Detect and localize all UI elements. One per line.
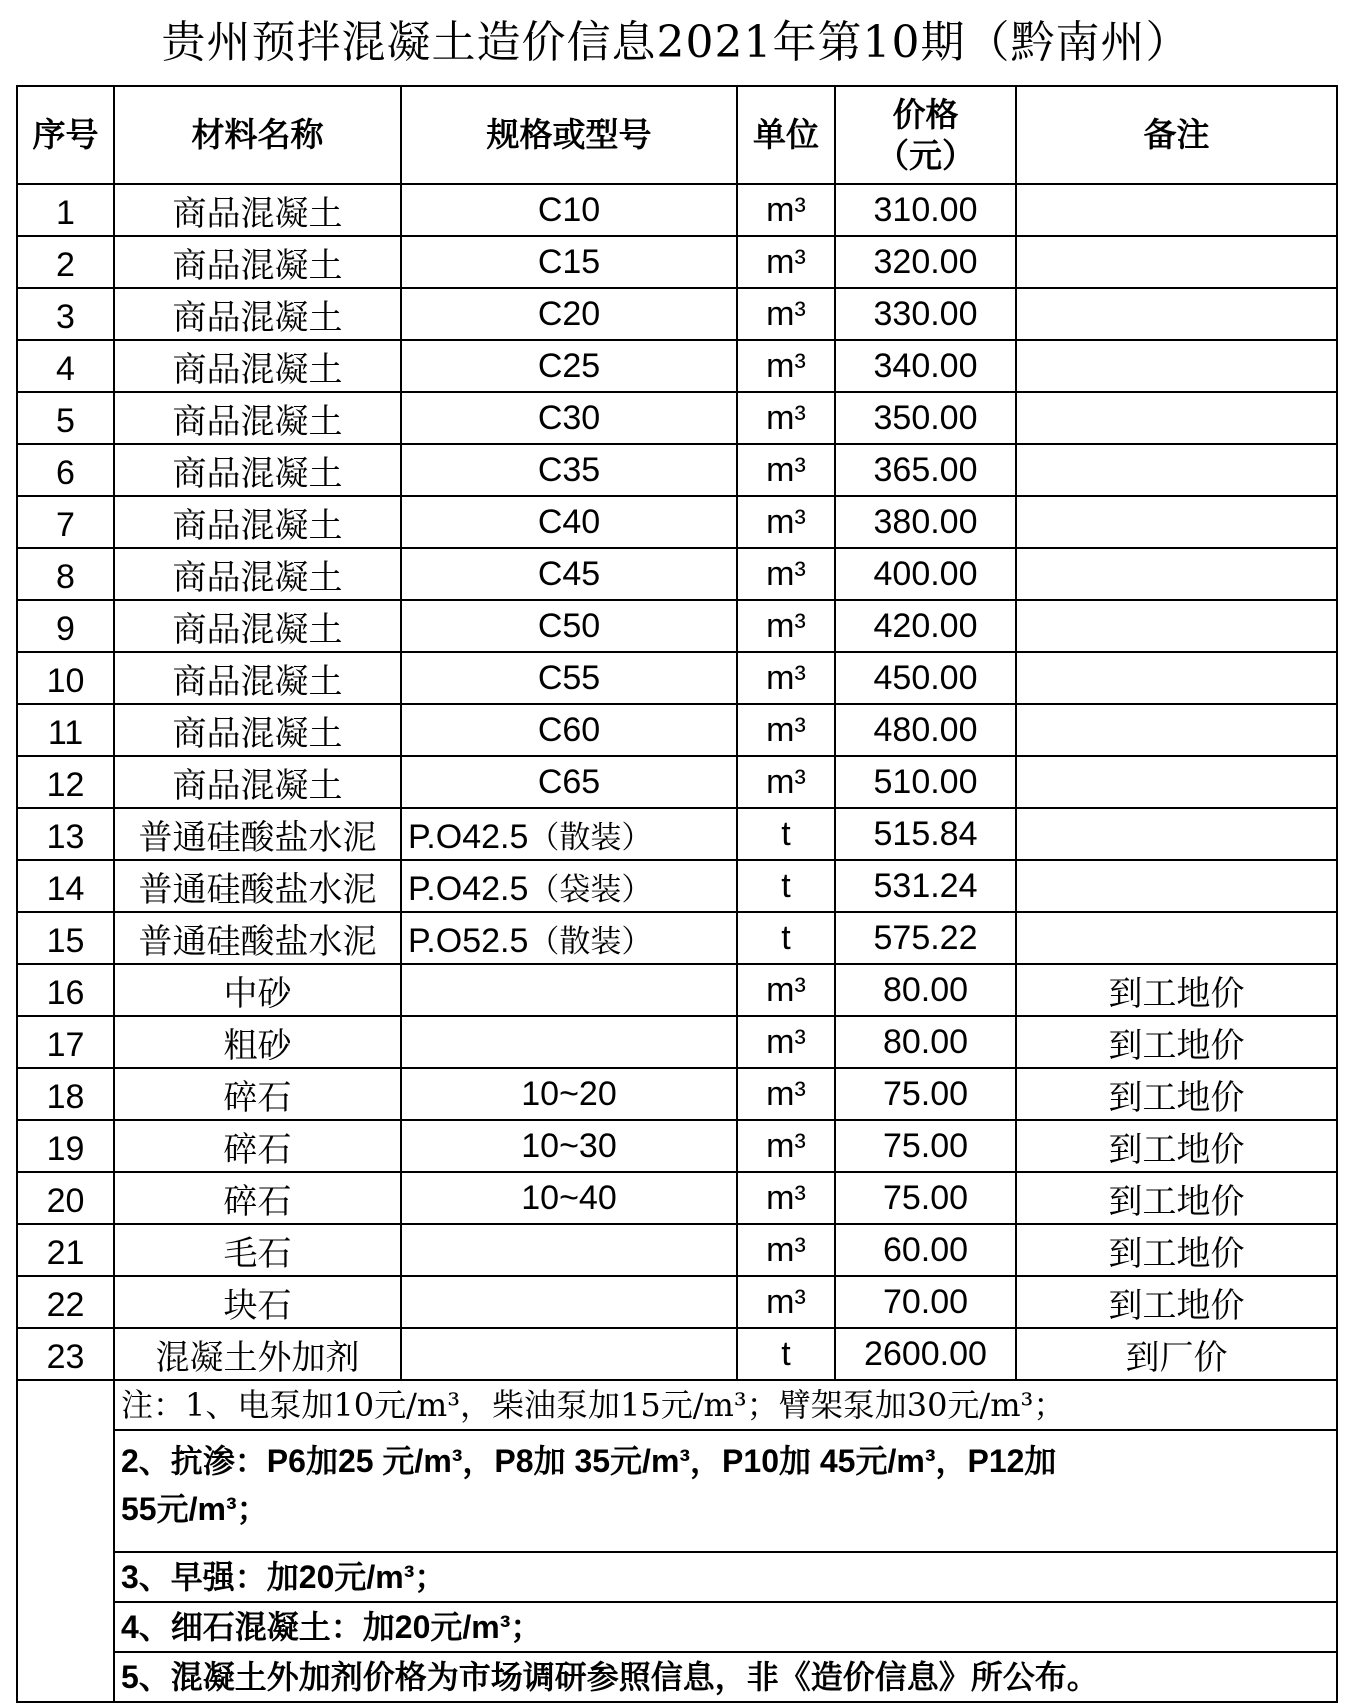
row-index: 2: [17, 236, 114, 288]
material-price: 420.00: [835, 600, 1016, 652]
material-remark: 到工地价: [1016, 1120, 1337, 1172]
material-name: 商品混凝土: [114, 444, 401, 496]
header-index: 序号: [17, 86, 114, 184]
header-price-line2: （元）: [876, 136, 975, 175]
note-1: 注：1、电泵加10元/m³，柴油泵加15元/m³；臂架泵加30元/m³；: [114, 1380, 1337, 1430]
row-index: 11: [17, 704, 114, 756]
material-spec: C15: [401, 236, 737, 288]
table-row: [17, 392, 1337, 444]
material-name: 商品混凝土: [114, 704, 401, 756]
material-name: 商品混凝土: [114, 392, 401, 444]
material-price: 480.00: [835, 704, 1016, 756]
material-name: 普通硅酸盐水泥: [114, 912, 401, 964]
material-price: 75.00: [835, 1120, 1016, 1172]
material-name: 碎石: [114, 1068, 401, 1120]
material-name: 碎石: [114, 1120, 401, 1172]
header-price-line1: 价格: [892, 94, 959, 134]
table-row: [17, 1276, 1337, 1328]
row-index: 19: [17, 1120, 114, 1172]
material-remark: [1016, 808, 1337, 860]
material-remark: [1016, 548, 1337, 600]
note-2-line-b: 55元/m³；: [121, 1491, 269, 1527]
spec-code: P.O42.5: [408, 817, 529, 856]
table-row: [17, 340, 1337, 392]
material-unit: m³: [737, 652, 835, 704]
table-row: [17, 548, 1337, 600]
row-index: 15: [17, 912, 114, 964]
material-spec: C50: [401, 600, 737, 652]
header-remark: 备注: [1016, 86, 1337, 184]
spec-packaging: （散装）: [528, 923, 653, 960]
material-unit: m³: [737, 1172, 835, 1224]
material-spec: 10~30: [401, 1120, 737, 1172]
material-spec: C40: [401, 496, 737, 548]
material-price: 80.00: [835, 1016, 1016, 1068]
spec-packaging: （袋装）: [528, 871, 653, 908]
material-remark: [1016, 184, 1337, 236]
row-index: 4: [17, 340, 114, 392]
row-index: 18: [17, 1068, 114, 1120]
table-row: [17, 444, 1337, 496]
material-spec: C20: [401, 288, 737, 340]
table-row: [17, 1172, 1337, 1224]
material-remark: [1016, 652, 1337, 704]
header-row: [17, 86, 1337, 184]
material-price: 330.00: [835, 288, 1016, 340]
table-body: [17, 184, 1337, 1380]
material-unit: m³: [737, 340, 835, 392]
material-remark: [1016, 912, 1337, 964]
table-row: [17, 288, 1337, 340]
note-row: [17, 1380, 1337, 1430]
table-row: [17, 184, 1337, 236]
row-index: 12: [17, 756, 114, 808]
note-2: [114, 1430, 1337, 1552]
material-price: 510.00: [835, 756, 1016, 808]
material-remark: 到工地价: [1016, 1276, 1337, 1328]
material-name: 粗砂: [114, 1016, 401, 1068]
material-name: 商品混凝土: [114, 340, 401, 392]
table-row: [17, 1120, 1337, 1172]
material-name: 商品混凝土: [114, 236, 401, 288]
material-name: 混凝土外加剂: [114, 1328, 401, 1380]
table-row: [17, 756, 1337, 808]
material-name: 普通硅酸盐水泥: [114, 808, 401, 860]
material-name: 块石: [114, 1276, 401, 1328]
material-name: 商品混凝土: [114, 288, 401, 340]
table-row: [17, 1068, 1337, 1120]
material-remark: 到工地价: [1016, 1016, 1337, 1068]
header-name: 材料名称: [114, 86, 401, 184]
material-spec: 10~40: [401, 1172, 737, 1224]
material-name: 碎石: [114, 1172, 401, 1224]
table-row: [17, 860, 1337, 912]
material-remark: [1016, 340, 1337, 392]
material-unit: m³: [737, 1016, 835, 1068]
material-unit: t: [737, 860, 835, 912]
material-remark: 到厂价: [1016, 1328, 1337, 1380]
material-spec: [401, 912, 737, 964]
material-spec: C10: [401, 184, 737, 236]
material-spec: C35: [401, 444, 737, 496]
material-spec: C25: [401, 340, 737, 392]
row-index: 5: [17, 392, 114, 444]
table-row: [17, 496, 1337, 548]
material-name: 商品混凝土: [114, 756, 401, 808]
row-index: 14: [17, 860, 114, 912]
material-spec: C55: [401, 652, 737, 704]
material-remark: [1016, 600, 1337, 652]
material-name: 商品混凝土: [114, 548, 401, 600]
row-index: 20: [17, 1172, 114, 1224]
price-table: [16, 85, 1338, 1703]
material-remark: 到工地价: [1016, 964, 1337, 1016]
material-spec: [401, 1276, 737, 1328]
material-price: 70.00: [835, 1276, 1016, 1328]
spec-code: P.O52.5: [408, 921, 529, 960]
document-title: 贵州预拌混凝土造价信息2021年第10期（黔南州）: [161, 17, 1191, 68]
row-index: 21: [17, 1224, 114, 1276]
notes-blank-cell: [17, 1380, 114, 1702]
material-name: 商品混凝土: [114, 600, 401, 652]
material-spec: C60: [401, 704, 737, 756]
material-unit: m³: [737, 288, 835, 340]
material-price: 340.00: [835, 340, 1016, 392]
material-remark: [1016, 236, 1337, 288]
note-row: [17, 1602, 1337, 1652]
material-price: 365.00: [835, 444, 1016, 496]
table-row: [17, 1328, 1337, 1380]
material-unit: m³: [737, 1224, 835, 1276]
material-spec: [401, 1328, 737, 1380]
material-price: 531.24: [835, 860, 1016, 912]
material-unit: t: [737, 1328, 835, 1380]
material-spec: C65: [401, 756, 737, 808]
material-spec: [401, 964, 737, 1016]
notes-section: [17, 1380, 1337, 1702]
material-unit: m³: [737, 704, 835, 756]
material-price: 450.00: [835, 652, 1016, 704]
note-row: [17, 1652, 1337, 1702]
table-row: [17, 1224, 1337, 1276]
row-index: 6: [17, 444, 114, 496]
table-row: [17, 808, 1337, 860]
material-remark: [1016, 860, 1337, 912]
material-price: 400.00: [835, 548, 1016, 600]
material-price: 60.00: [835, 1224, 1016, 1276]
material-unit: t: [737, 808, 835, 860]
material-price: 380.00: [835, 496, 1016, 548]
material-name: 商品混凝土: [114, 652, 401, 704]
material-remark: 到工地价: [1016, 1172, 1337, 1224]
row-index: 9: [17, 600, 114, 652]
material-name: 商品混凝土: [114, 496, 401, 548]
material-spec: [401, 860, 737, 912]
material-remark: [1016, 704, 1337, 756]
spec-packaging: （散装）: [528, 819, 653, 856]
material-spec: [401, 1016, 737, 1068]
row-index: 8: [17, 548, 114, 600]
header-spec: 规格或型号: [401, 86, 737, 184]
material-spec: 10~20: [401, 1068, 737, 1120]
spec-code: P.O42.5: [408, 869, 529, 908]
material-unit: m³: [737, 392, 835, 444]
row-index: 22: [17, 1276, 114, 1328]
material-unit: t: [737, 912, 835, 964]
note-row: [17, 1430, 1337, 1552]
material-price: 310.00: [835, 184, 1016, 236]
material-name: 中砂: [114, 964, 401, 1016]
table-row: [17, 652, 1337, 704]
material-spec: C30: [401, 392, 737, 444]
material-remark: 到工地价: [1016, 1224, 1337, 1276]
table-row: [17, 236, 1337, 288]
material-remark: 到工地价: [1016, 1068, 1337, 1120]
header-price: [835, 86, 1016, 184]
material-price: 75.00: [835, 1068, 1016, 1120]
material-unit: m³: [737, 1120, 835, 1172]
material-name: 普通硅酸盐水泥: [114, 860, 401, 912]
row-index: 13: [17, 808, 114, 860]
material-remark: [1016, 288, 1337, 340]
row-index: 1: [17, 184, 114, 236]
material-spec: [401, 808, 737, 860]
material-unit: m³: [737, 756, 835, 808]
material-unit: m³: [737, 236, 835, 288]
material-name: 毛石: [114, 1224, 401, 1276]
note-3: 3、早强：加20元/m³；: [114, 1552, 1337, 1602]
note-row: [17, 1552, 1337, 1602]
row-index: 17: [17, 1016, 114, 1068]
table-row: [17, 1016, 1337, 1068]
material-unit: m³: [737, 496, 835, 548]
material-remark: [1016, 496, 1337, 548]
material-unit: m³: [737, 1276, 835, 1328]
material-price: 75.00: [835, 1172, 1016, 1224]
material-name: 商品混凝土: [114, 184, 401, 236]
material-unit: m³: [737, 964, 835, 1016]
material-spec: C45: [401, 548, 737, 600]
header-unit: 单位: [737, 86, 835, 184]
material-unit: m³: [737, 548, 835, 600]
material-price: 575.22: [835, 912, 1016, 964]
note-4: 4、细石混凝土：加20元/m³；: [114, 1602, 1337, 1652]
material-unit: m³: [737, 184, 835, 236]
material-unit: m³: [737, 444, 835, 496]
table-row: [17, 912, 1337, 964]
row-index: 3: [17, 288, 114, 340]
material-price: 515.84: [835, 808, 1016, 860]
material-price: 320.00: [835, 236, 1016, 288]
material-unit: m³: [737, 1068, 835, 1120]
material-remark: [1016, 756, 1337, 808]
material-price: 2600.00: [835, 1328, 1016, 1380]
table-row: [17, 600, 1337, 652]
table-row: [17, 704, 1337, 756]
material-price: 80.00: [835, 964, 1016, 1016]
note-2-line-a: 2、抗渗：P6加25 元/m³，P8加 35元/m³，P10加 45元/m³，P12加: [121, 1443, 1057, 1479]
material-spec: [401, 1224, 737, 1276]
row-index: 10: [17, 652, 114, 704]
material-remark: [1016, 444, 1337, 496]
table-row: [17, 964, 1337, 1016]
material-remark: [1016, 392, 1337, 444]
row-index: 23: [17, 1328, 114, 1380]
material-unit: m³: [737, 600, 835, 652]
row-index: 16: [17, 964, 114, 1016]
note-5: 5、混凝土外加剂价格为市场调研参照信息，非《造价信息》所公布。: [114, 1652, 1337, 1702]
material-price: 350.00: [835, 392, 1016, 444]
row-index: 7: [17, 496, 114, 548]
